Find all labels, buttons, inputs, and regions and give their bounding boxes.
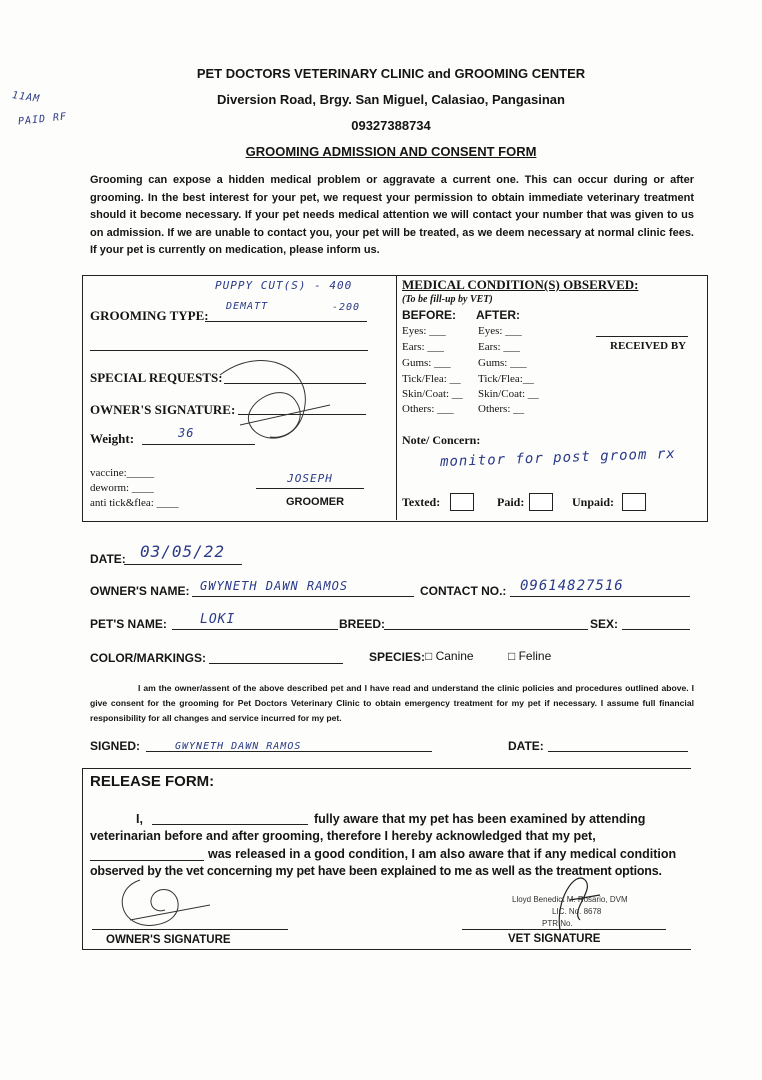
date-label: DATE: bbox=[90, 552, 126, 566]
contact-line bbox=[510, 596, 690, 597]
medical-condition-subtitle: (To be fill-up by VET) bbox=[402, 294, 493, 305]
color-markings-line bbox=[209, 663, 343, 664]
owner-name-value: GWYNETH DAWN RAMOS bbox=[200, 579, 349, 593]
grooming-type-value-2: DEMATT bbox=[226, 301, 269, 312]
after-tick-flea: Tick/Flea:__ bbox=[478, 373, 534, 385]
deworm-label: deworm: ____ bbox=[90, 482, 154, 494]
paid-label: Paid: bbox=[497, 495, 525, 509]
color-markings-label: COLOR/MARKINGS: bbox=[90, 651, 206, 665]
intro-paragraph: Grooming can expose a hidden medical problem or aggravate a current one. This can occur during or after grooming. In the best interest for your pet, we request your permission to obtain immediate veterinary treatment should it become necessary. If your pet needs medical attention we will contact your number that was given to us on admission. If we are unable to contact you, your pet will be treated, as we deem necessary at normal clinic fees. If your pet is currently on medication, please inform us. bbox=[90, 174, 694, 256]
date-line bbox=[124, 564, 242, 565]
weight-label: Weight: bbox=[90, 431, 135, 446]
sex-line bbox=[622, 629, 690, 630]
pet-name-value: LOKI bbox=[200, 612, 236, 627]
species-label: SPECIES: bbox=[369, 650, 426, 664]
owner-name-label: OWNER'S NAME: bbox=[90, 584, 190, 598]
received-by-line bbox=[596, 336, 688, 337]
vet-signature-line bbox=[462, 929, 666, 930]
date-value: 03/05/22 bbox=[140, 542, 226, 561]
before-label: BEFORE: bbox=[402, 308, 456, 322]
canine-option[interactable]: □ Canine bbox=[425, 649, 474, 663]
release-pet-name-line bbox=[90, 860, 204, 861]
anti-tick-label: anti tick&flea: ____ bbox=[90, 497, 179, 509]
signed-date-line bbox=[548, 751, 688, 752]
vet-signature-scribble bbox=[540, 860, 610, 940]
vet-stamp-ptr: PTR No. bbox=[542, 919, 573, 928]
before-gums: Gums: ___ bbox=[402, 357, 451, 369]
contact-label: CONTACT NO.: bbox=[420, 584, 507, 598]
texted-checkbox[interactable] bbox=[450, 493, 474, 511]
feline-option[interactable]: □ Feline bbox=[508, 649, 552, 663]
weight-value: 36 bbox=[178, 426, 195, 440]
after-label: AFTER: bbox=[476, 308, 520, 322]
before-ears: Ears: ___ bbox=[402, 341, 444, 353]
release-line1-end: fully aware that my pet has been examined by attending bbox=[314, 812, 646, 826]
before-skin-coat: Skin/Coat: __ bbox=[402, 388, 463, 400]
release-line2: veterinarian before and after grooming, therefore I hereby acknowledged that my pet, bbox=[90, 829, 596, 843]
after-skin-coat: Skin/Coat: __ bbox=[478, 388, 539, 400]
grooming-type-label: GROOMING TYPE: bbox=[90, 308, 209, 323]
note-value: monitor for post groom rx bbox=[439, 445, 676, 471]
vaccine-label: vaccine:_____ bbox=[90, 467, 155, 479]
paid-checkbox[interactable] bbox=[529, 493, 553, 511]
vet-stamp-name: Lloyd Benedict M. Rosario, DVM bbox=[512, 895, 628, 904]
vet-signature-label: VET SIGNATURE bbox=[508, 933, 601, 945]
signed-value: GWYNETH DAWN RAMOS bbox=[175, 741, 302, 752]
form-title: GROOMING ADMISSION AND CONSENT FORM bbox=[245, 144, 537, 159]
before-others: Others: ___ bbox=[402, 403, 454, 415]
owner-name-line bbox=[192, 596, 414, 597]
table-divider bbox=[396, 275, 397, 520]
received-by-label: RECEIVED BY bbox=[610, 340, 687, 352]
groomer-line bbox=[256, 488, 364, 489]
release-owner-signature-label: OWNER'S SIGNATURE bbox=[106, 934, 231, 946]
signed-label: SIGNED: bbox=[90, 739, 141, 753]
contact-value: 09614827516 bbox=[520, 578, 624, 594]
after-others: Others: __ bbox=[478, 403, 525, 415]
unpaid-checkbox[interactable] bbox=[622, 493, 646, 511]
signed-date-label: DATE: bbox=[508, 739, 544, 753]
release-owner-name-line bbox=[152, 824, 308, 825]
sex-label: SEX: bbox=[590, 617, 619, 631]
grooming-type-value-1: PUPPY CUT(S) - 400 bbox=[215, 279, 353, 292]
clinic-name: PET DOCTORS VETERINARY CLINIC and GROOMING CENTER bbox=[196, 66, 586, 81]
pet-name-line bbox=[172, 629, 338, 630]
pet-name-label: PET'S NAME: bbox=[90, 617, 167, 631]
weight-line bbox=[142, 444, 255, 445]
note-label: Note/ Concern: bbox=[402, 433, 481, 447]
margin-note-time: 11AM bbox=[11, 90, 41, 105]
medical-condition-title: MEDICAL CONDITION(S) OBSERVED: bbox=[402, 277, 639, 292]
margin-note-paid: PAID RF bbox=[17, 111, 68, 128]
release-owner-signature-line bbox=[92, 929, 288, 930]
release-line3-end: was released in a good condition, I am also aware that if any medical condition bbox=[208, 847, 677, 861]
after-eyes: Eyes: ___ bbox=[478, 325, 522, 337]
breed-label: BREED: bbox=[339, 617, 386, 631]
groomer-name: JOSEPH bbox=[287, 472, 333, 485]
breed-line bbox=[384, 629, 588, 630]
owner-signature-scribble bbox=[200, 345, 350, 455]
clinic-phone: 09327388734 bbox=[351, 118, 431, 133]
grooming-type-value-2-price: -200 bbox=[332, 302, 361, 313]
clinic-address: Diversion Road, Brgy. San Miguel, Calasiao, Pangasinan bbox=[217, 92, 565, 107]
consent-paragraph: I am the owner/assent of the above described pet and I have read and understand the clinic policies and procedures outlined above. I give consent for the grooming for Pet Doctors Veterinary Clinic to obtain emergency treatment for my pet if necessary. I assume full financial responsibility for all changes and service incurred for my pet. bbox=[90, 683, 694, 723]
owner-signature-label: OWNER'S SIGNATURE: bbox=[90, 402, 236, 417]
vet-stamp-lic: LIC. No. 8678 bbox=[552, 907, 602, 916]
groomer-label: GROOMER bbox=[285, 496, 345, 508]
before-tick-flea: Tick/Flea: __ bbox=[402, 373, 461, 385]
after-ears: Ears: ___ bbox=[478, 341, 520, 353]
release-line4: observed by the vet concerning my pet have been explained to me as well as the treatment options. bbox=[90, 864, 662, 878]
special-requests-label: SPECIAL REQUESTS: bbox=[90, 370, 223, 385]
unpaid-label: Unpaid: bbox=[572, 495, 615, 509]
grooming-type-line bbox=[205, 321, 367, 322]
release-line1-start: I, bbox=[136, 812, 143, 826]
after-gums: Gums: ___ bbox=[478, 357, 527, 369]
release-title: RELEASE FORM: bbox=[90, 773, 215, 790]
before-eyes: Eyes: ___ bbox=[402, 325, 446, 337]
signed-line bbox=[146, 751, 432, 752]
texted-label: Texted: bbox=[402, 495, 441, 509]
